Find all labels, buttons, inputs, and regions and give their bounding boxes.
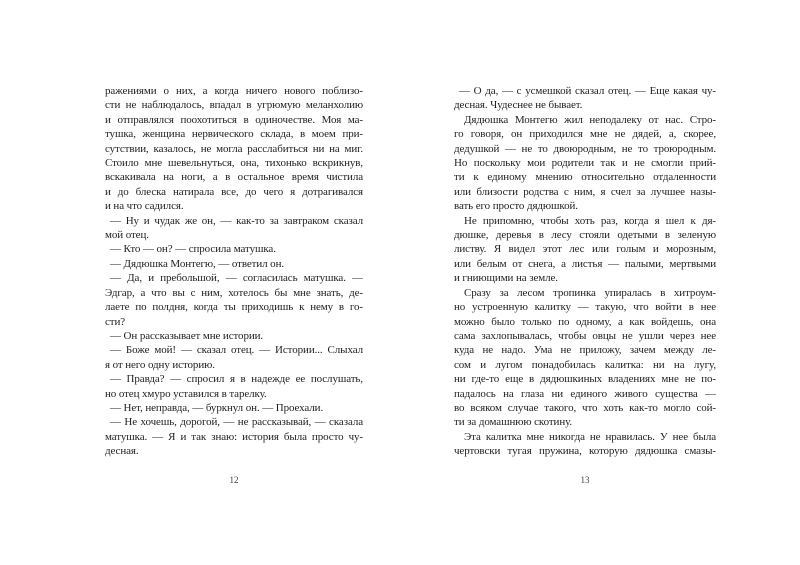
text-line: или белым от снега, а листья — палыми, мертвыми (454, 257, 716, 270)
text-line: — Боже мой! — сказал отец. — Истории... Слыхал (110, 344, 363, 357)
text-line: Дядюшка Монтегю жил неподалеку от нас. Стро- (464, 113, 716, 126)
text-line: но устроенную калитку — такую, что войти в нее (454, 301, 716, 314)
page-left-text-block (105, 84, 363, 459)
text-line: но отец хмуро уставился в тарелку. (105, 387, 267, 400)
page-right-text-block (454, 84, 716, 459)
text-line: мой отец. (105, 229, 149, 242)
text-line: Эта калитка мне никогда не нравилась. У нее была (464, 430, 716, 443)
text-line: падалось на глаза ни единого живого существа — (454, 387, 716, 400)
text-line: Не припомню, чтобы хоть раз, когда я шел к дя- (464, 214, 716, 227)
text-line: десная. (105, 445, 139, 458)
text-line: — Правда? — спросил я в надежде ее послушать, (110, 373, 363, 386)
text-line: Но поскольку мои родители так и не смогли прий- (454, 157, 716, 170)
text-line: тушка, женщина нервического склада, в моем при- (105, 128, 363, 141)
text-line: ражениями о них, а когда ничего нового поблизо- (105, 85, 363, 97)
text-line: сти? (105, 315, 126, 328)
text-line: — Кто — он? — спросила матушка. (110, 243, 276, 256)
text-line: Сразу за лесом тропинка упиралась в хитроум- (464, 286, 716, 299)
text-line: сти не наблюдалось, впадал в угрюмую меланхолию (105, 99, 363, 112)
text-line: десная. Чудеснее не бывает. (454, 99, 583, 112)
text-line: или близости родства с ним, я счел за лучшее назы- (454, 185, 716, 198)
text-line: и гниющими на земле. (454, 272, 558, 285)
text-line: и отправлялся поохотиться в одиночестве. Моя ма- (105, 113, 363, 126)
text-line: дюшке, деревья в лесу стояли одетыми в зеленую (454, 229, 716, 242)
text-line: — Да, и пребольшой, — согласилась матушка. — (110, 272, 363, 285)
text-line: Эдгар, а что вы с ним, хотелось бы мне знать, де- (105, 286, 363, 299)
text-line: вать его просто дядюшкой. (454, 200, 578, 213)
text-line: — Нет, неправда, — буркнул он. — Проехали. (110, 401, 324, 414)
text-line: ни где-то еще в дядюшкиных владениях мне не по- (454, 373, 716, 386)
text-line: куда не надо. Ума не приложу, зачем между ле- (454, 344, 716, 357)
text-line: Стоило мне шевельнуться, она, тихонько вскрикнув, (105, 157, 363, 170)
text-line: и на что садился. (105, 200, 184, 213)
text-line: ти к единому мнению относительно отдаленности (454, 171, 716, 184)
page-right-number: 13 (580, 475, 590, 485)
text-line: сама захлопывалась, чтобы овцы не ушли через нее (454, 329, 716, 342)
text-line: — О да, — с усмешкой сказал отец. — Еще какая чу- (459, 85, 716, 97)
text-line: я от него одну историю. (105, 358, 215, 371)
text-line: матушка. — Я и так знаю: история была просто чу- (105, 430, 363, 443)
text-line: дедушкой — не то двоюродным, не то троюродным. (454, 142, 716, 155)
text-line: вскакивала на ноги, а в остальное время чистила (105, 171, 363, 184)
text-line: сом и лугом понадобилась калитка: ни на лугу, (454, 358, 716, 371)
text-line: сутствии, казалось, не могла расслабиться ни на миг. (105, 142, 363, 155)
text-line: го говоря, он приходился мне не дядей, а, скорее, (454, 128, 716, 141)
text-line: можно было только по одному, а как войдешь, она (454, 315, 716, 328)
text-line: во всяком случае такого, что хоть как-то могло сой- (454, 401, 716, 414)
text-line: листву. Я видел этот лес или голым и морозным, (454, 243, 716, 256)
text-line: лаете по полдня, когда ты приходишь к нему в го- (105, 301, 363, 314)
text-line: ти за домашнюю скотину. (454, 416, 573, 429)
text-line: чертовски тугая пружина, которую дядюшка смазы- (454, 445, 716, 458)
text-line: и до блеска натирала все, до чего я дотрагивался (105, 185, 363, 198)
text-line: — Дядюшка Монтегю, — ответил он. (110, 257, 285, 270)
page-left-number: 12 (229, 475, 239, 485)
text-line: — Он рассказывает мне истории. (110, 329, 264, 342)
text-line: — Не хочешь, дорогой, — не рассказывай, — сказала (110, 416, 363, 429)
text-line: — Ну и чудак же он, — как-то за завтраком сказал (110, 214, 363, 227)
